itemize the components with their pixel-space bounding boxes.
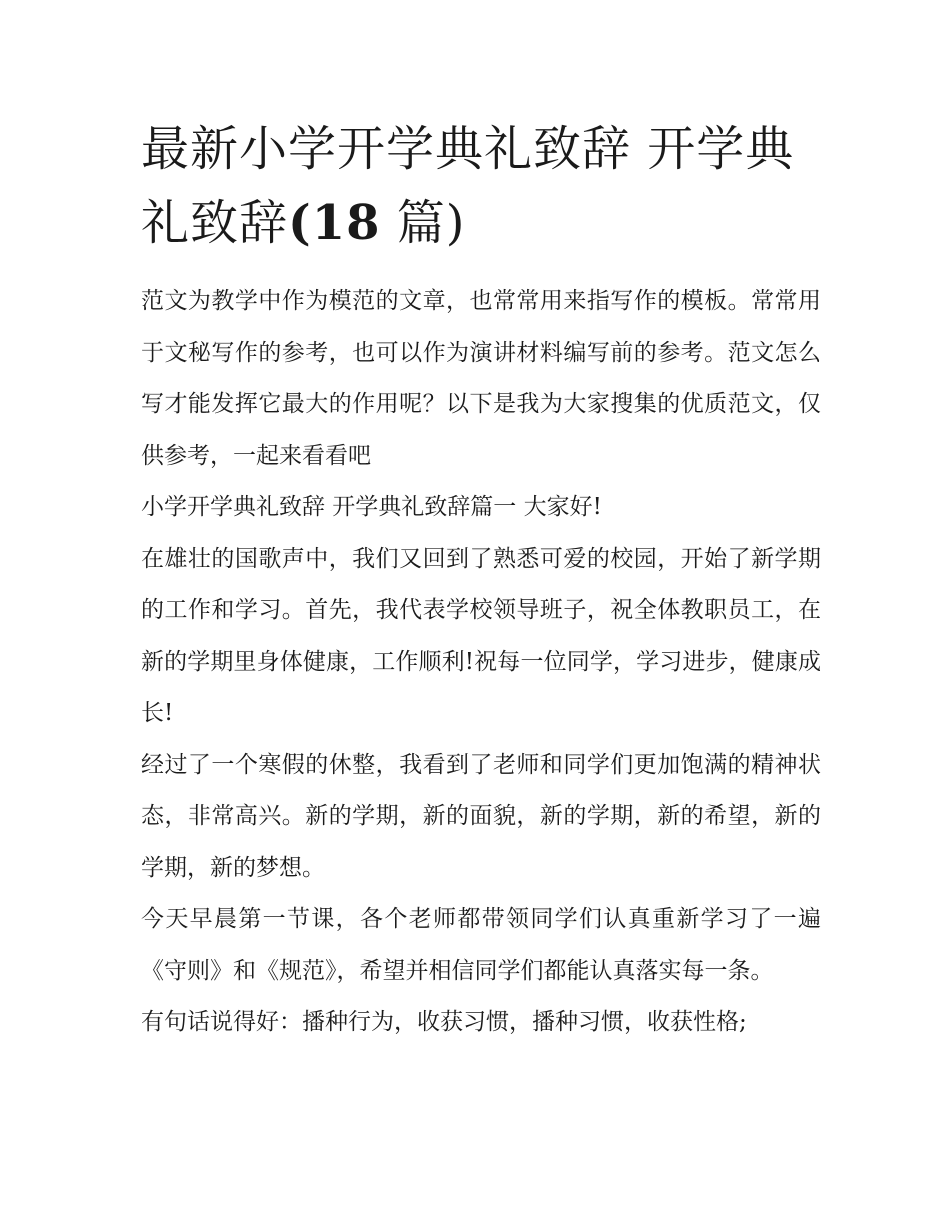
intro-paragraph: 范文为教学中作为模范的文章，也常常用来指写作的模板。常常用于文秘写作的参考，也可以作为演讲材料编写前的参考。范文怎么写才能发挥它最大的作用呢？以下是我为大家搜集的优质范文，仅供参考，一起来看看吧: [141, 288, 821, 469]
body-paragraph: 经过了一个寒假的休整，我看到了老师和同学们更加饱满的精神状态，非常高兴。新的学期，新的面貌，新的学期，新的希望，新的学期，新的梦想。: [141, 751, 821, 881]
title-text: 最新小学开学典礼致辞 开学典礼致辞: [141, 121, 795, 251]
body-paragraph: 有句话说得好：播种行为，收获习惯，播种习惯，收获性格;: [141, 1009, 747, 1035]
document-body: [141, 112, 821, 1049]
title-suffix: 篇): [396, 195, 466, 251]
document-title: [141, 112, 821, 260]
title-count: (18: [288, 195, 381, 251]
body-paragraph: 在雄壮的国歌声中，我们又回到了熟悉可爱的校园，开始了新学期的工作和学习。首先，我代表学校领导班子，祝全体教职员工，在新的学期里身体健康，工作顺利!祝每一位同学，学习进步，健康成长!: [141, 545, 821, 726]
section-heading: 小学开学典礼致辞 开学典礼致辞篇一 大家好!: [141, 494, 602, 520]
body-paragraph: 今天早晨第一节课，各个老师都带领同学们认真重新学习了一遍《守则》和《规范》，希望并相信同学们都能认真落实每一条。: [141, 906, 821, 984]
